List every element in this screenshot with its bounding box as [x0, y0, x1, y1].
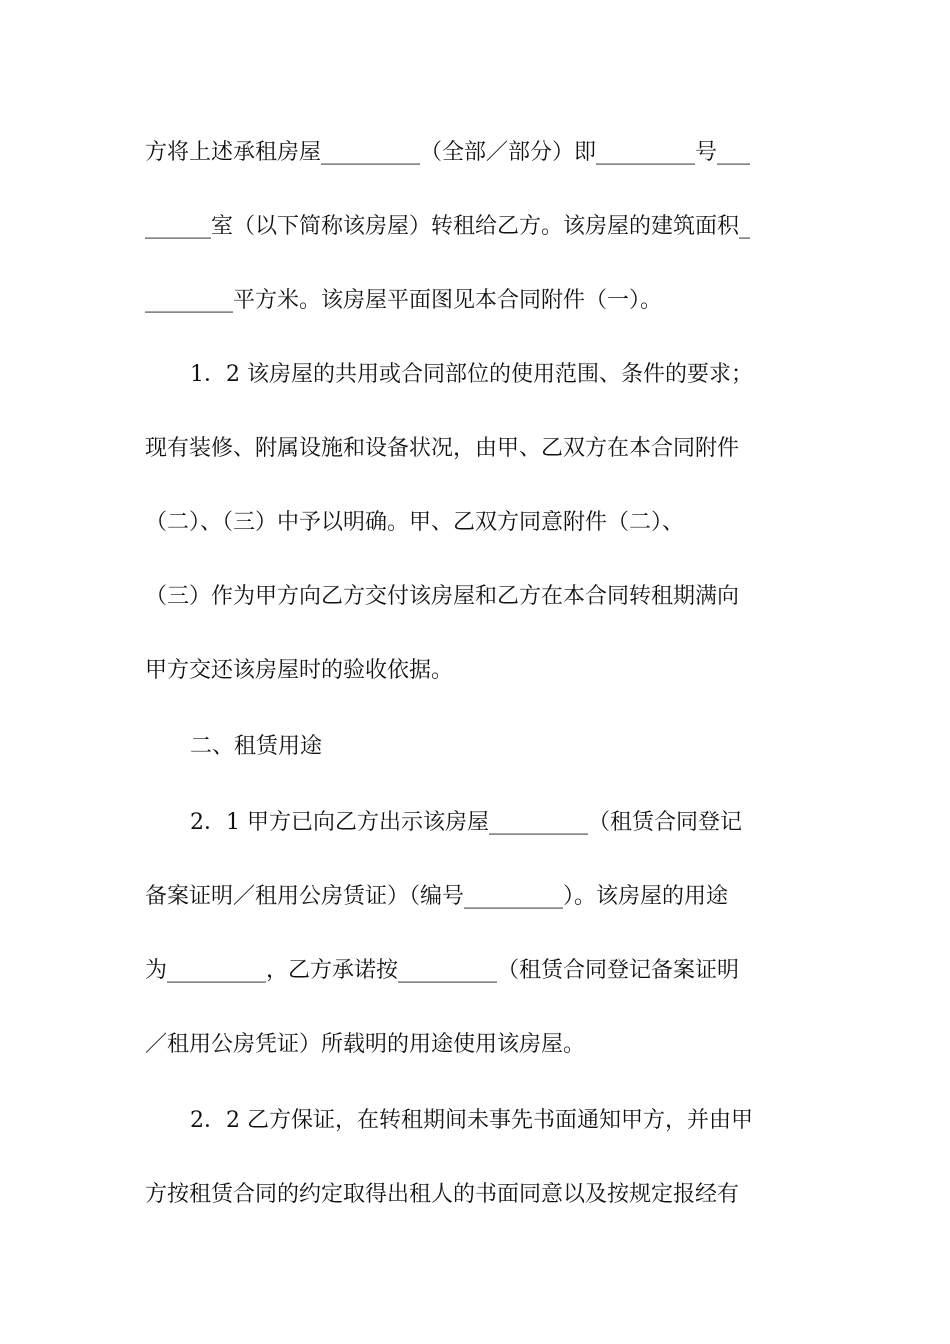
text-line: 现有装修、附属设施和设备状况，由甲、乙双方在本合同附件: [145, 436, 740, 461]
section-heading-rental-use: 二、租赁用途: [190, 734, 323, 759]
text-line: 为_________，乙方承诺按_________（租赁合同登记备案证明: [145, 958, 740, 983]
paragraph-1-2-start: 1．2 该房屋的共用或合同部位的使用范围、条件的要求；: [190, 362, 753, 387]
text-line: 甲方交还该房屋时的验收依据。: [145, 658, 454, 683]
text-line: ／租用公房凭证）所载明的用途使用该房屋。: [145, 1032, 586, 1057]
paragraph-2-1-start: 2．1 甲方已向乙方出示该房屋_________（租赁合同登记: [190, 810, 742, 835]
text-line: 方按租赁合同的约定取得出租人的书面同意以及按规定报经有: [145, 1182, 740, 1207]
text-line: ________平方米。该房屋平面图见本合同附件（一）。: [145, 288, 663, 313]
paragraph-2-2-start: 2．2 乙方保证，在转租期间未事先书面通知甲方，并由甲: [190, 1108, 753, 1133]
text-line: 方将上述承租房屋_________（全部／部分）即_________号___: [145, 140, 751, 165]
text-line: （二）、（三）中予以明确。甲、乙双方同意附件（二）、: [145, 510, 685, 535]
text-line: ______室（以下简称该房屋）转租给乙方。该房屋的建筑面积_: [145, 214, 751, 239]
text-line: 备案证明／租用公房赁证）（编号_________）。该房屋的用途: [145, 884, 729, 909]
text-line: （三）作为甲方向乙方交付该房屋和乙方在本合同转租期满向: [145, 584, 740, 609]
